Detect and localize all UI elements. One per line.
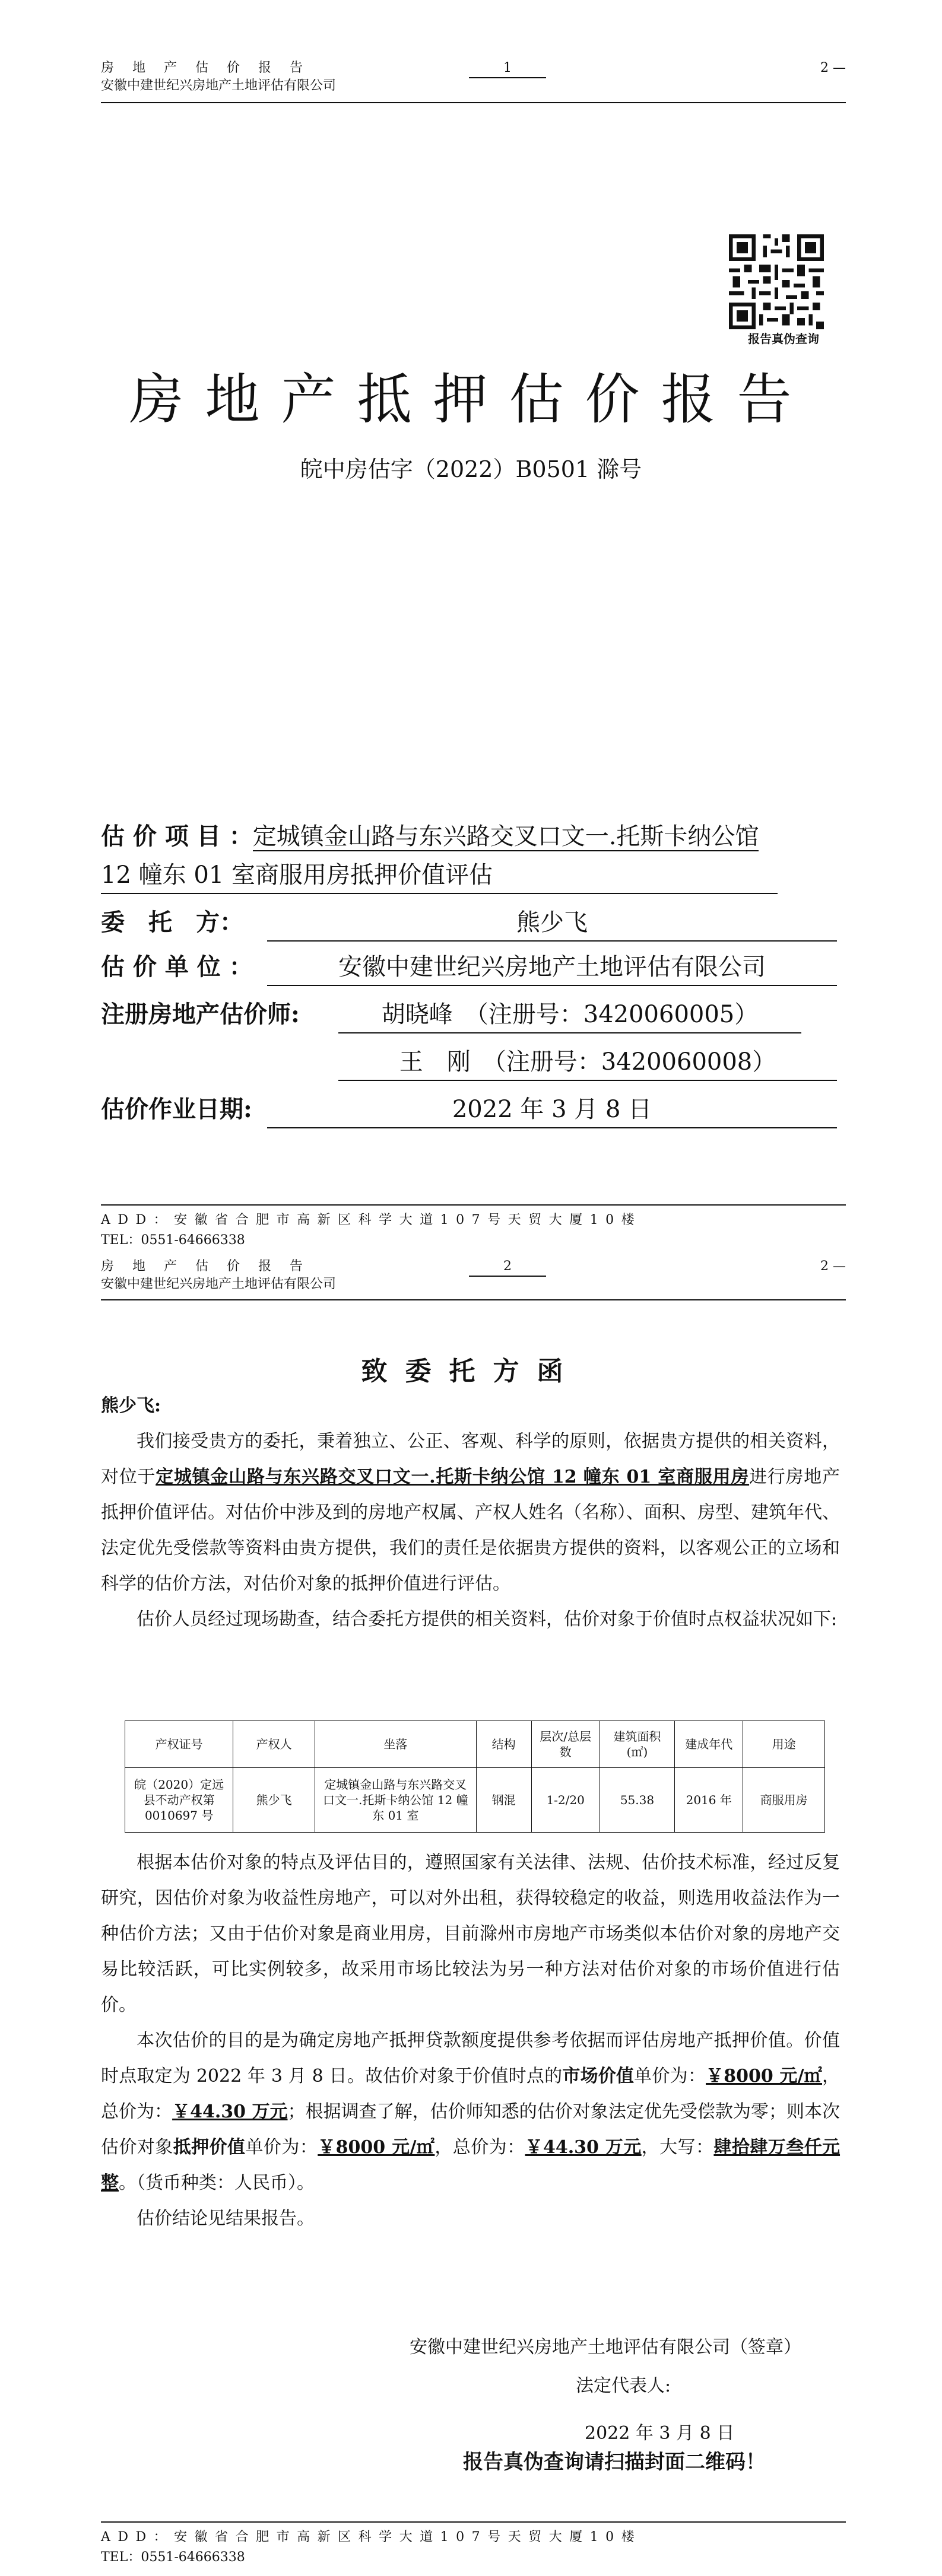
market-total-price: ￥44.30 万元 [172, 2101, 288, 2122]
verify-note: 报告真伪查询请扫描封面二维码！ [463, 2450, 766, 2474]
table-row [125, 1768, 825, 1833]
document-number: 皖中房估字（2022）B0501 滁号 [300, 456, 642, 482]
p4-text-e: 单价为： [245, 2137, 318, 2158]
cell-structure: 钢混 [476, 1768, 531, 1833]
project-value-line1: 定城镇金山路与东兴路交叉口文一.托斯卡纳公馆 [252, 823, 759, 850]
paragraph-5: 估价结论见结果报告。 [137, 2208, 315, 2229]
project-label: 估 价 项 目 ： [101, 822, 253, 850]
total-pages: 2 — [820, 61, 846, 75]
project-row-2 [101, 857, 837, 894]
col-owner: 产权人 [233, 1721, 315, 1768]
capital-amount: 肆拾肆万叁仟元整 [101, 2137, 840, 2193]
header-company: 安徽中建世纪兴房地产土地评估有限公司 [101, 78, 337, 93]
client-value: 熊少飞 [267, 905, 837, 942]
client-row [101, 905, 837, 940]
property-address: 定城镇金山路与东兴路交叉口文一.托斯卡纳公馆 12 幢东 01 室商服用房 [156, 1467, 750, 1487]
p4-text-d: ；根据调查了解，估价师知悉的估价对象法定优先受偿款为零；则本次估价对象 [101, 2101, 840, 2158]
appraiser-2: 王 刚 （注册号：3420060008） [338, 1044, 837, 1081]
letter-body [101, 1388, 840, 1637]
p4-text-c: ，总价为： [101, 2066, 840, 2122]
paragraph-3: 根据本估价对象的特点及评估目的，遵照国家有关法律、法规、估价技术标准，经过反复研究，因估价对象为收益性房地产，可以对外出租，获得较稳定的收益，则选用收益法作为一种估价方法；又由于估价对象是商业用房，目前滁州市房地产市场类似本估价对象的房地产交易比较活跃，可比实例较多，故采用市场比较法为另一种方法对估价对象的市场价值进行估价。 [101, 1852, 840, 2015]
cell-owner: 熊少飞 [233, 1768, 315, 1833]
cell-location: 定城镇金山路与东兴路交叉口文一.托斯卡纳公馆 12 幢东 01 室 [315, 1768, 476, 1833]
col-cert-no: 产权证号 [125, 1721, 233, 1768]
paragraph-4 [101, 2023, 840, 2201]
header-rule [101, 102, 846, 103]
page-header [101, 1258, 846, 1293]
sign-representative: 法定代表人: [576, 2375, 671, 2396]
project-row [101, 819, 837, 854]
date-label: 估价作业日期: [101, 1095, 252, 1123]
p4-text-g: ，大写： [641, 2137, 714, 2158]
appraiser-row-2 [101, 1044, 837, 1080]
page-number-underline [469, 1276, 546, 1277]
market-unit-price: ￥8000 元/㎡ [706, 2066, 822, 2087]
footer-tel: TEL：0551-64666338 [101, 1233, 245, 1248]
page-number: 2 [503, 1259, 512, 1274]
col-usage: 用途 [743, 1721, 825, 1768]
col-year: 建成年代 [675, 1721, 743, 1768]
total-pages: 2 — [820, 1259, 846, 1274]
mortgage-unit-price: ￥8000 元/㎡ [318, 2137, 435, 2158]
cover-page [0, 0, 942, 1258]
page-number: 1 [503, 61, 512, 75]
letter-title: 致委托方函 [361, 1356, 581, 1386]
col-structure: 结构 [476, 1721, 531, 1768]
header-report-type: 房 地 产 估 价 报 告 [101, 61, 310, 75]
p4-text-f: ，总价为： [434, 2137, 525, 2158]
header-rule [101, 1299, 846, 1300]
mortgage-total-price: ￥44.30 万元 [525, 2137, 642, 2158]
p4-text-b: 单价为： [634, 2066, 706, 2087]
p1-text-a: 我们接受贵方的委托，秉着独立、公正、客观、科学的原则，依据贵方提供的相关资料，对位于 [101, 1431, 840, 1487]
qr-caption: 报告真伪查询 [748, 332, 819, 346]
unit-value: 安徽中建世纪兴房地产土地评估有限公司 [267, 949, 837, 986]
sign-company: 安徽中建世纪兴房地产土地评估有限公司（签章） [410, 2337, 801, 2358]
page-number-underline [469, 77, 546, 78]
project-value-line2: 12 幢东 01 室商服用房抵押价值评估 [101, 857, 778, 894]
p4-text-a: 本次估价的目的是为确定房地产抵押贷款额度提供参考依据而评估房地产抵押价值。价值时点取定为 2022 年 3 月 8 日。故估价对象于价值时点的 [101, 2030, 840, 2087]
appraiser-row [101, 997, 837, 1032]
header-report-type: 房 地 产 估 价 报 告 [101, 1259, 310, 1274]
page-footer [101, 2521, 846, 2568]
p4-text-h: 。（货币种类：人民币）。 [119, 2173, 315, 2193]
footer-address: ADD：安徽省合肥市高新区科学大道107号天贸大厦10楼 [101, 2530, 642, 2545]
table-header-row [125, 1721, 825, 1768]
col-location: 坐落 [315, 1721, 476, 1768]
appraiser-1: 胡晓峰 （注册号：3420060005） [338, 997, 801, 1033]
paragraph-1 [101, 1424, 840, 1602]
report-title: 房地产抵押估价报告 [129, 368, 813, 431]
cell-cert-no: 皖（2020）定远县不动产权第 0010697 号 [125, 1768, 233, 1833]
property-table [125, 1720, 825, 1833]
unit-label: 估 价 单 位 ： [101, 953, 253, 981]
cell-floors: 1-2/20 [531, 1768, 600, 1833]
paragraph-2: 估价人员经过现场勘查，结合委托方提供的相关资料，估价对象于价值时点权益状况如下: [137, 1609, 838, 1630]
market-value-label: 市场价值 [562, 2066, 635, 2087]
col-floors: 层次/总层数 [531, 1721, 600, 1768]
date-value: 2022 年 3 月 8 日 [267, 1092, 837, 1128]
header-company: 安徽中建世纪兴房地产土地评估有限公司 [101, 1277, 337, 1292]
cell-year: 2016 年 [675, 1768, 743, 1833]
page-header [101, 59, 846, 95]
footer-tel: TEL：0551-64666338 [101, 2550, 245, 2565]
client-label: 委 托 方： [101, 908, 243, 936]
col-area: 建筑面积(㎡) [600, 1721, 674, 1768]
appraiser-label: 注册房地产估价师: [101, 1000, 300, 1028]
sign-date: 2022 年 3 月 8 日 [585, 2423, 735, 2444]
page-footer [101, 1204, 846, 1251]
salutation: 熊少飞: [101, 1395, 161, 1416]
mortgage-value-label: 抵押价值 [173, 2137, 246, 2158]
qr-code-icon[interactable] [729, 234, 824, 329]
footer-address: ADD：安徽省合肥市高新区科学大道107号天贸大厦10楼 [101, 1213, 642, 1227]
cell-area: 55.38 [600, 1768, 674, 1833]
date-row [101, 1092, 837, 1127]
unit-row [101, 949, 837, 985]
cell-usage: 商服用房 [743, 1768, 825, 1833]
letter-body-continued [101, 1845, 840, 2237]
p1-text-c: 进行房地产抵押价值评估。对估价中涉及到的房地产权属、产权人姓名（名称）、面积、房型、建筑年代、法定优先受偿款等资料由贵方提供，我们的责任是依据贵方提供的资料，以客观公正的立场和科学的估价方法，对估价对象的抵押价值进行评估。 [101, 1467, 840, 1594]
